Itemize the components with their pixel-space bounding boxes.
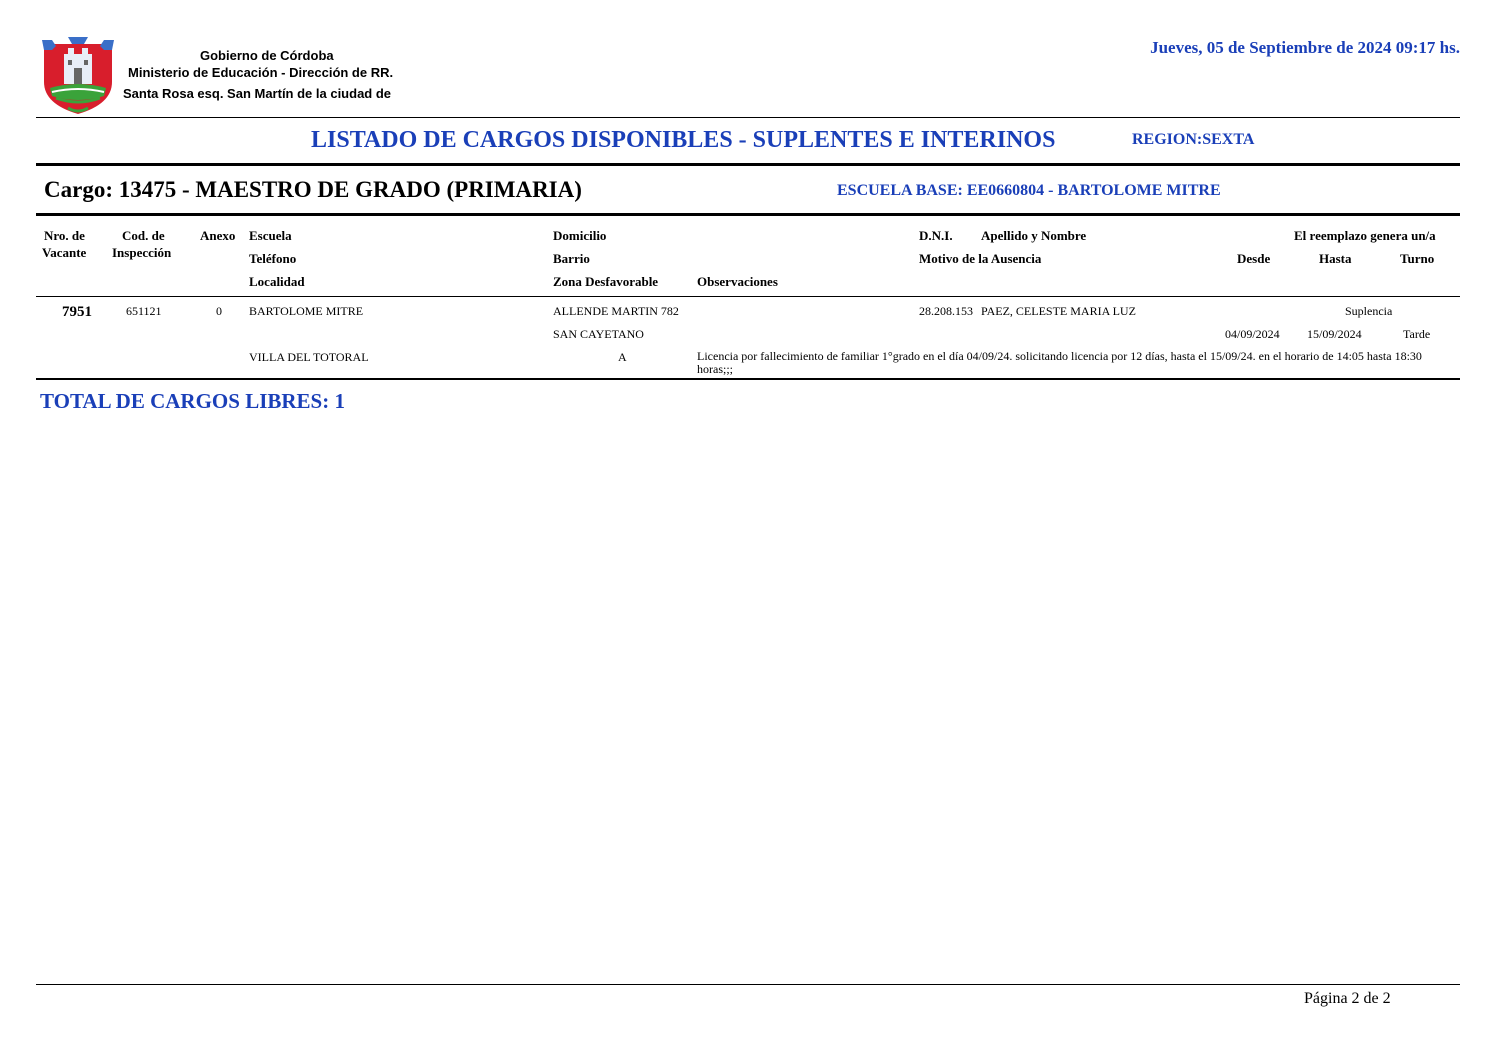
row-reemplazo: Suplencia	[1345, 304, 1393, 318]
col-hasta: Hasta	[1319, 251, 1352, 266]
row-barrio: SAN CAYETANO	[553, 327, 644, 341]
col-localidad: Localidad	[249, 274, 305, 289]
col-anexo: Anexo	[200, 228, 236, 243]
header-row-divider	[36, 296, 1460, 297]
row-localidad: VILLA DEL TOTORAL	[249, 350, 369, 364]
col-nro-vacante-2: Vacante	[42, 245, 87, 260]
row-anexo: 0	[216, 304, 222, 318]
row-zona: A	[618, 350, 627, 364]
org-address: Santa Rosa esq. San Martín de la ciudad de	[123, 86, 392, 101]
col-reemplazo: El reemplazo genera un/a	[1294, 228, 1436, 243]
col-nro-vacante-1: Nro. de	[44, 228, 85, 243]
org-ministry: Ministerio de Educación - Dirección de RR.	[128, 65, 394, 80]
report-title: LISTADO DE CARGOS DISPONIBLES - SUPLENTES E INTERINOS	[311, 127, 1056, 153]
row-hasta: 15/09/2024	[1307, 327, 1362, 341]
row-observaciones: Licencia por fallecimiento de familiar 1°grado en el día 04/09/24. solicitando licencia por 12 días, hasta el 15/09/24. en el horario de 14:05 hasta 18:30 horas;;;	[697, 349, 1422, 376]
cargo-divider	[36, 213, 1460, 216]
row-dni: 28.208.153	[919, 304, 973, 318]
row-divider	[36, 378, 1460, 380]
col-barrio: Barrio	[553, 251, 590, 266]
col-escuela: Escuela	[249, 228, 292, 243]
col-turno: Turno	[1400, 251, 1435, 266]
row-vacante: 7951	[62, 304, 92, 320]
page-number: Página 2 de 2	[1304, 990, 1391, 1007]
row-desde: 04/09/2024	[1225, 327, 1280, 341]
title-divider	[36, 163, 1460, 166]
cordoba-coat-of-arms-logo	[38, 34, 118, 116]
total-cargos: TOTAL DE CARGOS LIBRES: 1	[40, 389, 345, 413]
region-label: REGION:SEXTA	[1132, 131, 1255, 148]
footer-divider	[36, 984, 1460, 985]
col-dni: D.N.I.	[919, 228, 953, 243]
org-name: Gobierno de Córdoba	[200, 48, 334, 63]
col-apellido-nombre: Apellido y Nombre	[981, 228, 1087, 243]
row-domicilio: ALLENDE MARTIN 782	[553, 304, 679, 318]
col-telefono: Teléfono	[249, 251, 297, 266]
col-domicilio: Domicilio	[553, 228, 607, 243]
col-zona-desfavorable: Zona Desfavorable	[553, 274, 659, 289]
col-cod-inspeccion-2: Inspección	[112, 245, 172, 260]
header-divider	[36, 117, 1460, 118]
row-turno: Tarde	[1403, 327, 1431, 341]
col-desde: Desde	[1237, 251, 1271, 266]
col-cod-inspeccion-1: Cod. de	[122, 228, 165, 243]
row-apellido-nombre: PAEZ, CELESTE MARIA LUZ	[981, 304, 1136, 318]
row-cod-inspeccion: 651121	[126, 304, 162, 318]
row-escuela: BARTOLOME MITRE	[249, 304, 364, 318]
col-observaciones: Observaciones	[697, 274, 778, 289]
col-motivo-ausencia: Motivo de la Ausencia	[919, 251, 1042, 266]
cargo-title: Cargo: 13475 - MAESTRO DE GRADO (PRIMARIA)	[44, 177, 582, 202]
escuela-base: ESCUELA BASE: EE0660804 - BARTOLOME MITRE	[837, 182, 1221, 199]
report-datetime: Jueves, 05 de Septiembre de 2024 09:17 hs.	[1150, 38, 1460, 57]
